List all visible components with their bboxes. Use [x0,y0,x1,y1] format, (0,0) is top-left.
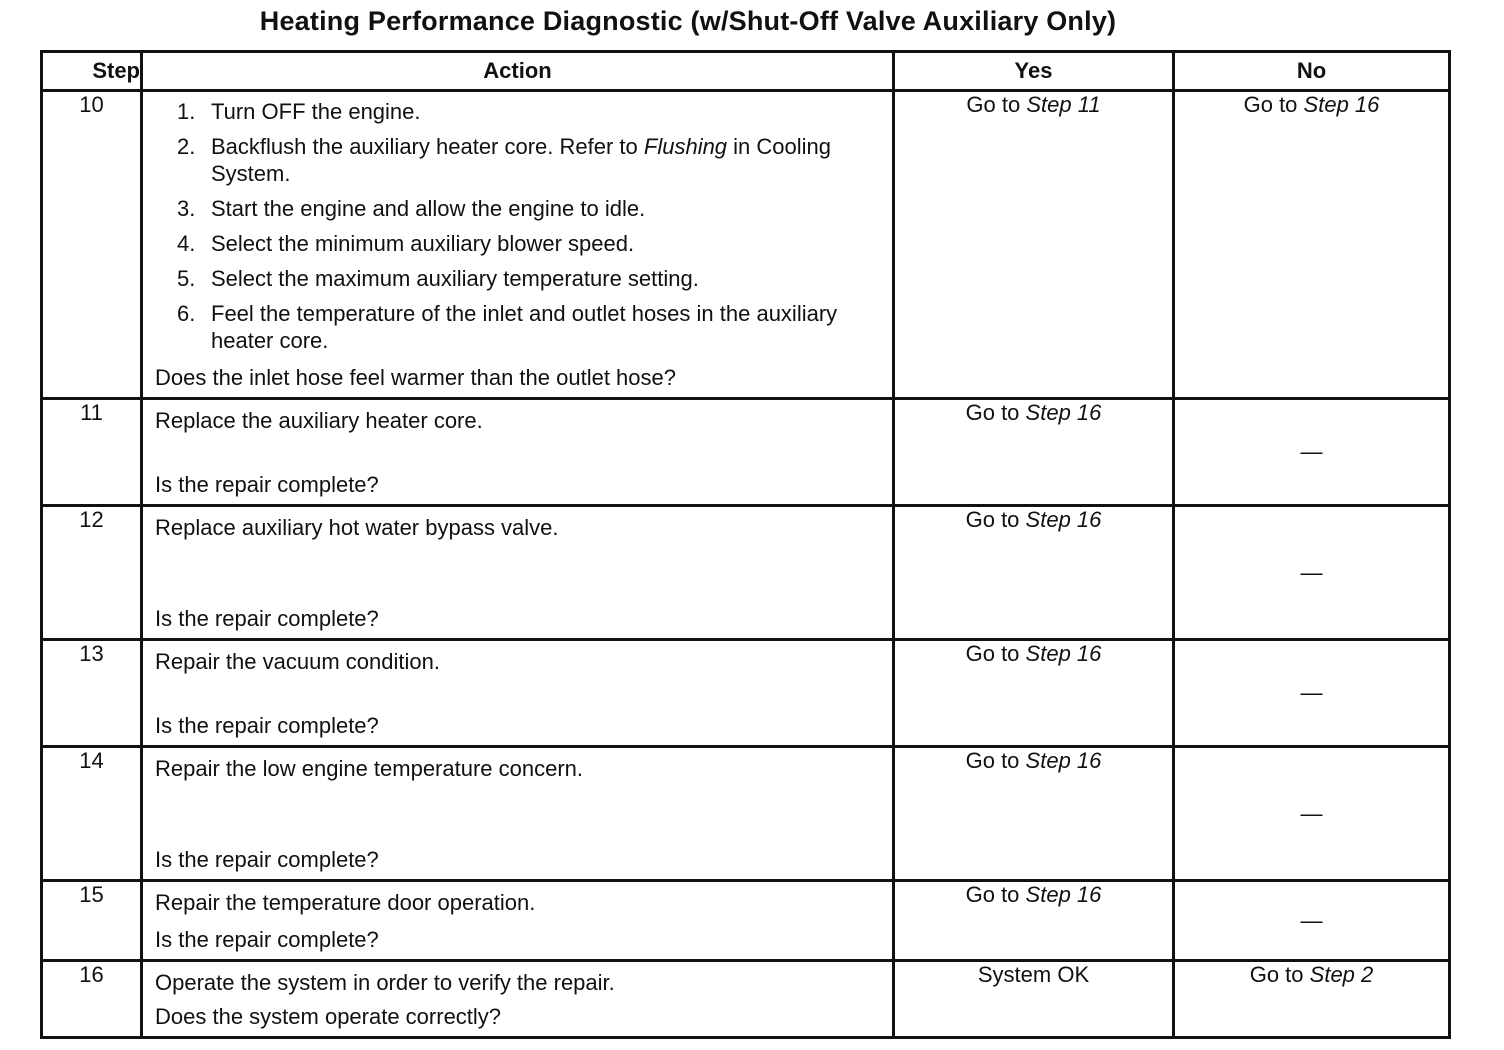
header-action: Action [142,52,894,91]
yes-cell: Go to Step 11 [894,91,1174,399]
table-row [42,747,1450,881]
action-question: Is the repair complete? [155,847,379,872]
action-text: Repair the temperature door operation. [155,890,536,915]
step-number: 12 [42,506,142,640]
header-step: Step [42,52,142,91]
yes-cell: Go to Step 16 [894,747,1174,881]
step-number: 10 [42,91,142,399]
no-cell: — [1174,640,1450,747]
action-text: Repair the vacuum condition. [155,649,440,674]
list-item: 4. Select the minimum auxiliary blower speed. [177,231,635,256]
yes-cell: Go to Step 16 [894,881,1174,961]
yes-cell: Go to Step 16 [894,640,1174,747]
header-no: No [1174,52,1450,91]
step-number: 15 [42,881,142,961]
list-item: 2. Backflush the auxiliary heater core. Refer to Flushing in Cooling System. [177,134,831,186]
action-question: Does the inlet hose feel warmer than the outlet hose? [155,365,676,390]
yes-cell: System OK [894,961,1174,1038]
action-text: Operate the system in order to verify the repair. [155,970,615,995]
header-yes: Yes [894,52,1174,91]
table-row [42,506,1450,640]
step-number: 11 [42,399,142,506]
no-cell: — [1174,399,1450,506]
no-cell: — [1174,506,1450,640]
table-row [42,640,1450,747]
list-item: 6. Feel the temperature of the inlet and outlet hoses in the auxiliary heater core. [177,301,838,353]
list-item: 5. Select the maximum auxiliary temperature setting. [177,266,699,291]
action-text: Replace the auxiliary heater core. [155,408,483,433]
list-item: 1. Turn OFF the engine. [177,99,421,124]
action-question: Does the system operate correctly? [155,1004,502,1029]
table-row [42,961,1450,1038]
diagnostic-table [40,50,1451,1039]
no-cell: — [1174,881,1450,961]
step-number: 14 [42,747,142,881]
table-row [42,399,1450,506]
action-cell [142,640,894,747]
action-question: Is the repair complete? [155,472,379,497]
table-row [42,91,1450,399]
yes-cell: Go to Step 16 [894,399,1174,506]
table-row [42,881,1450,961]
page-title: Heating Performance Diagnostic (w/Shut-Off Valve Auxiliary Only) [259,6,1117,36]
action-cell [142,747,894,881]
action-question: Is the repair complete? [155,713,379,738]
action-cell [142,506,894,640]
action-steps-list [155,98,882,362]
no-cell: Go to Step 2 [1174,961,1450,1038]
header-row [42,52,1450,91]
action-cell [142,961,894,1038]
step-number: 16 [42,961,142,1038]
action-text: Replace auxiliary hot water bypass valve. [155,515,559,540]
step-number: 13 [42,640,142,747]
action-cell [142,881,894,961]
yes-cell: Go to Step 16 [894,506,1174,640]
action-text: Repair the low engine temperature concern. [155,756,584,781]
list-item: 3. Start the engine and allow the engine to idle. [177,196,646,221]
action-question: Is the repair complete? [155,606,379,631]
action-cell [142,399,894,506]
no-cell: — [1174,747,1450,881]
no-cell: Go to Step 16 [1174,91,1450,399]
action-cell [142,91,894,399]
action-question: Is the repair complete? [155,927,379,952]
